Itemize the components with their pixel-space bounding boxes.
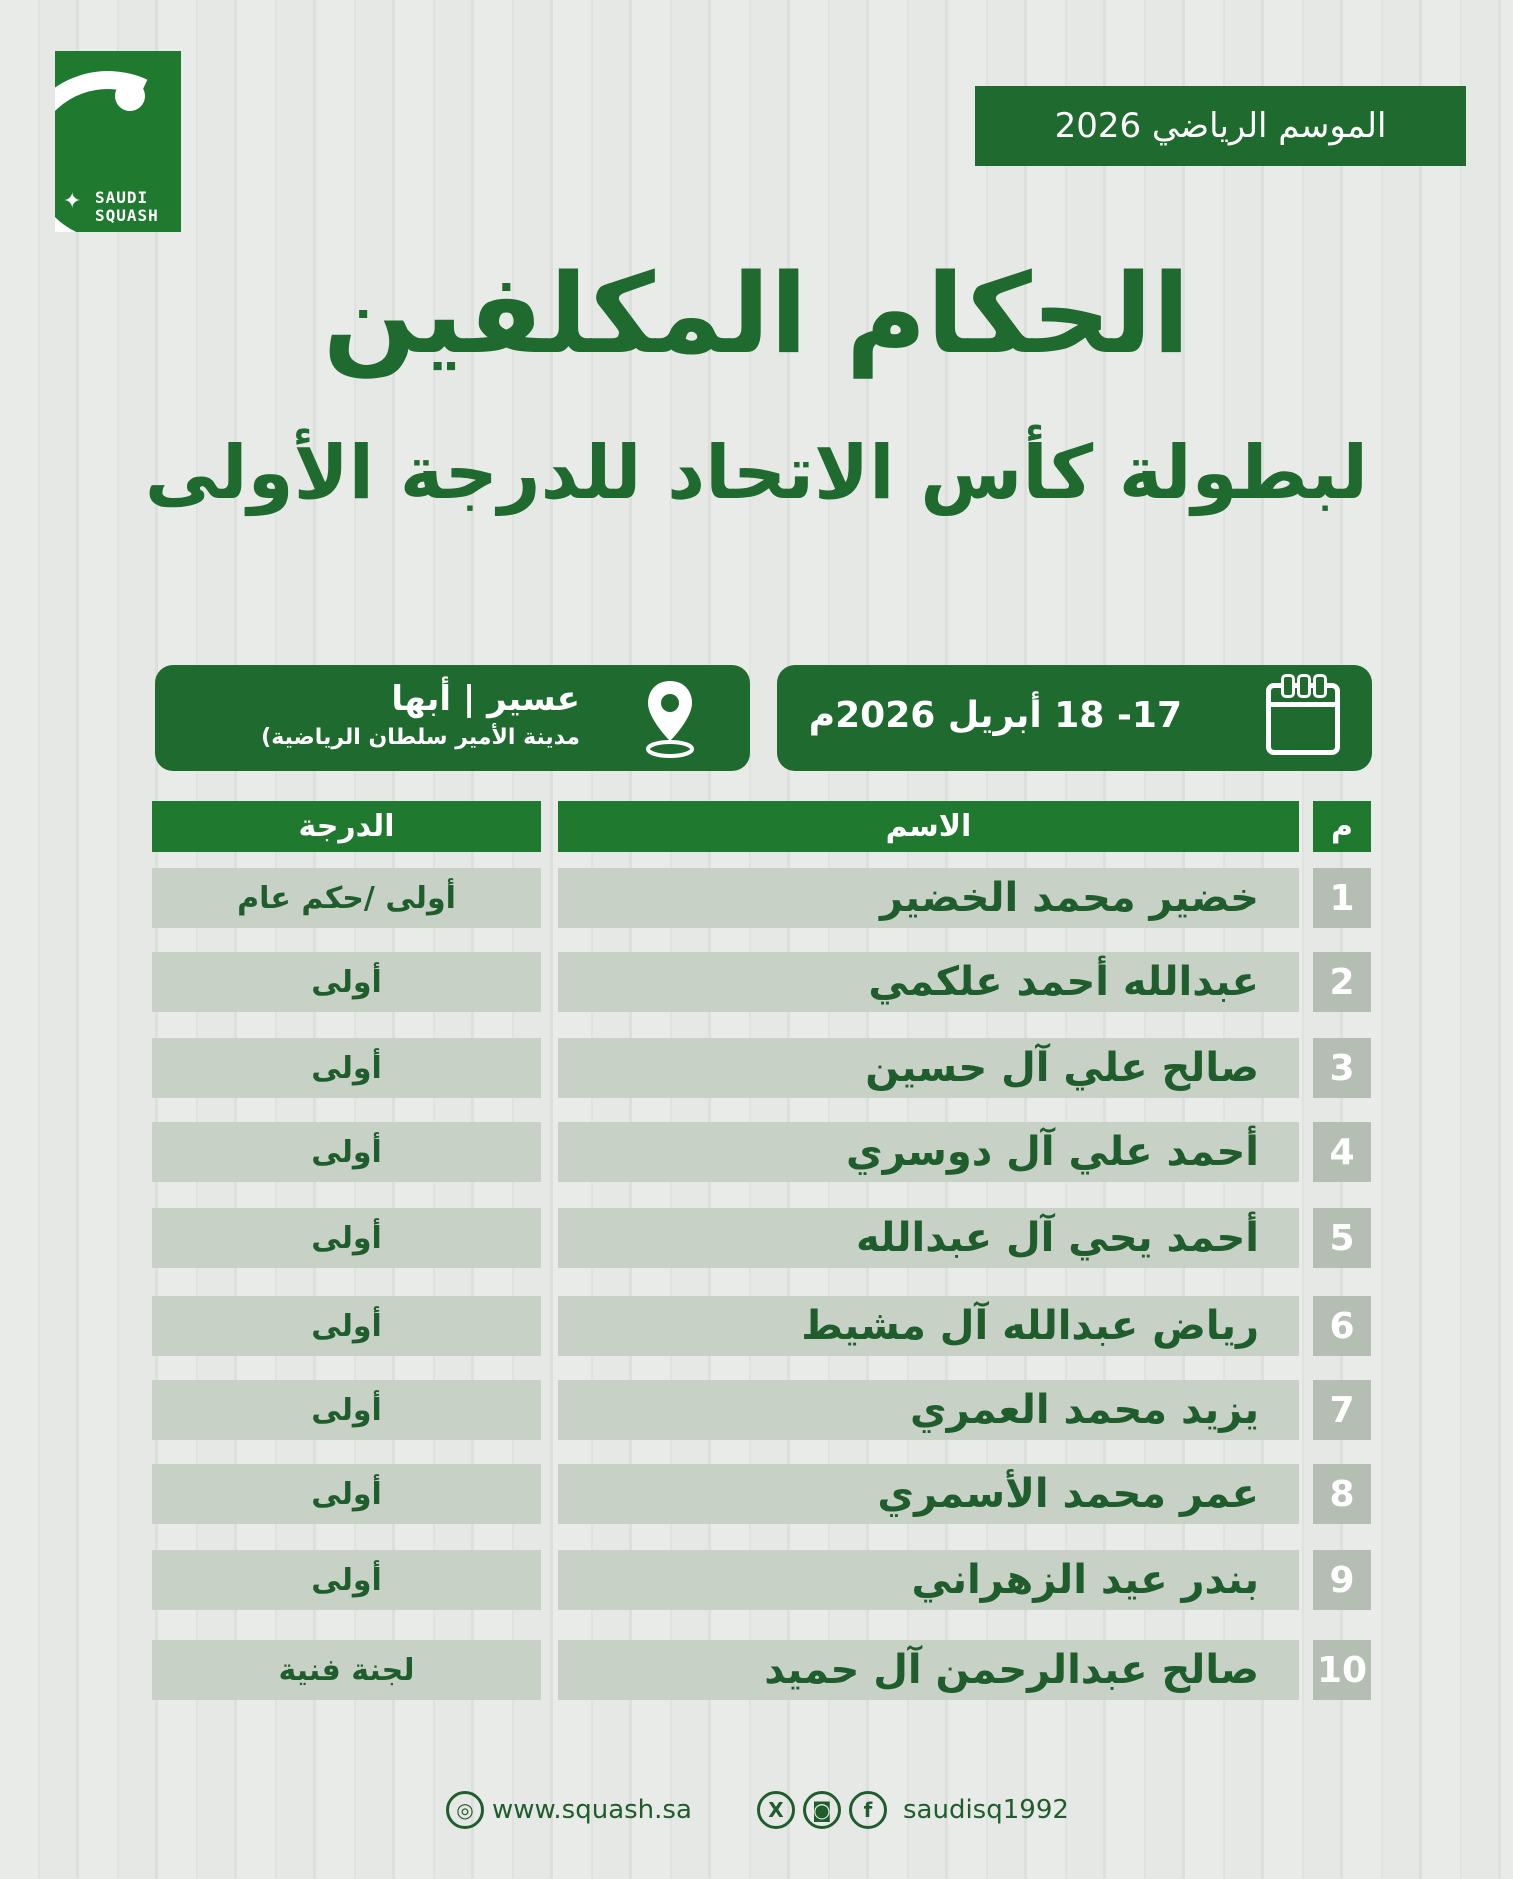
referee-name: عبدالله أحمد علكمي [558,952,1299,1012]
referee-grade: أولى [152,1464,541,1524]
season-label: الموسم الرياضي 2026 [1054,106,1387,146]
table-row [0,1550,1513,1610]
logo-text [95,189,159,225]
saudi-squash-logo [55,51,181,232]
referee-name: يزيد محمد العمري [558,1380,1299,1440]
table-row [0,1122,1513,1182]
row-number: 8 [1313,1464,1371,1524]
row-number: 6 [1313,1296,1371,1356]
referee-grade: أولى /حكم عام [152,868,541,928]
table-row [0,868,1513,928]
x-icon[interactable]: X [757,1791,795,1829]
palm-swords-icon: ✦ [63,189,82,214]
facebook-icon[interactable]: f [849,1791,887,1829]
header-name: الاسم [558,801,1299,852]
page-subtitle: لبطولة كأس الاتحاد للدرجة الأولى [144,430,1369,516]
row-number: 1 [1313,868,1371,928]
row-number: 5 [1313,1208,1371,1268]
referee-name: أحمد يحي آل عبدالله [558,1208,1299,1268]
row-number: 4 [1313,1122,1371,1182]
location-sub: مدينة الأمير سلطان الرياضية) [261,725,580,750]
referee-grade: أولى [152,1550,541,1610]
instagram-icon[interactable]: ◙ [803,1791,841,1829]
referee-grade: لجنة فنية [152,1640,541,1700]
referee-name: صالح عبدالرحمن آل حميد [558,1640,1299,1700]
referee-grade: أولى [152,1122,541,1182]
header-grade: الدرجة [152,801,541,852]
referee-name: أحمد علي آل دوسري [558,1122,1299,1182]
calendar-ring [1281,674,1295,698]
referee-grade: أولى [152,1208,541,1268]
location-pin-icon [642,677,698,761]
social-handle: saudisq1992 [903,1795,1069,1825]
table-row [0,1640,1513,1700]
location-main: عسير | أبها [391,679,580,719]
website-text[interactable]: www.squash.sa [492,1795,692,1825]
table-row [0,952,1513,1012]
calendar-icon [1266,683,1340,755]
referee-name: عمر محمد الأسمري [558,1464,1299,1524]
row-number: 7 [1313,1380,1371,1440]
row-number: 3 [1313,1038,1371,1098]
row-number: 10 [1313,1640,1371,1700]
table-row [0,1380,1513,1440]
row-number: 2 [1313,952,1371,1012]
referee-name: رياض عبدالله آل مشيط [558,1296,1299,1356]
logo-text-line-2: SQUASH [95,206,159,225]
table-row [0,1296,1513,1356]
season-badge [975,86,1466,166]
page-title: الحكام المكلفين [322,250,1191,378]
footer-social [757,1788,1069,1832]
logo-ball [115,81,145,111]
referee-name: بندر عيد الزهراني [558,1550,1299,1610]
dribbble-icon: ◎ [446,1791,484,1829]
logo-text-line-1: SAUDI [95,188,149,207]
date-card [777,665,1372,771]
footer-website [446,1788,692,1832]
date-text: 17- 18 أبريل 2026م [808,695,1182,736]
calendar-ring [1313,674,1327,698]
referee-name: خضير محمد الخضير [558,868,1299,928]
header-num: م [1313,801,1371,852]
table-row [0,1208,1513,1268]
referee-grade: أولى [152,1038,541,1098]
referee-grade: أولى [152,1380,541,1440]
referee-name: صالح علي آل حسين [558,1038,1299,1098]
location-card [155,665,750,771]
referee-grade: أولى [152,952,541,1012]
calendar-ring [1297,674,1311,698]
table-row [0,1038,1513,1098]
referee-grade: أولى [152,1296,541,1356]
table-row [0,1464,1513,1524]
row-number: 9 [1313,1550,1371,1610]
